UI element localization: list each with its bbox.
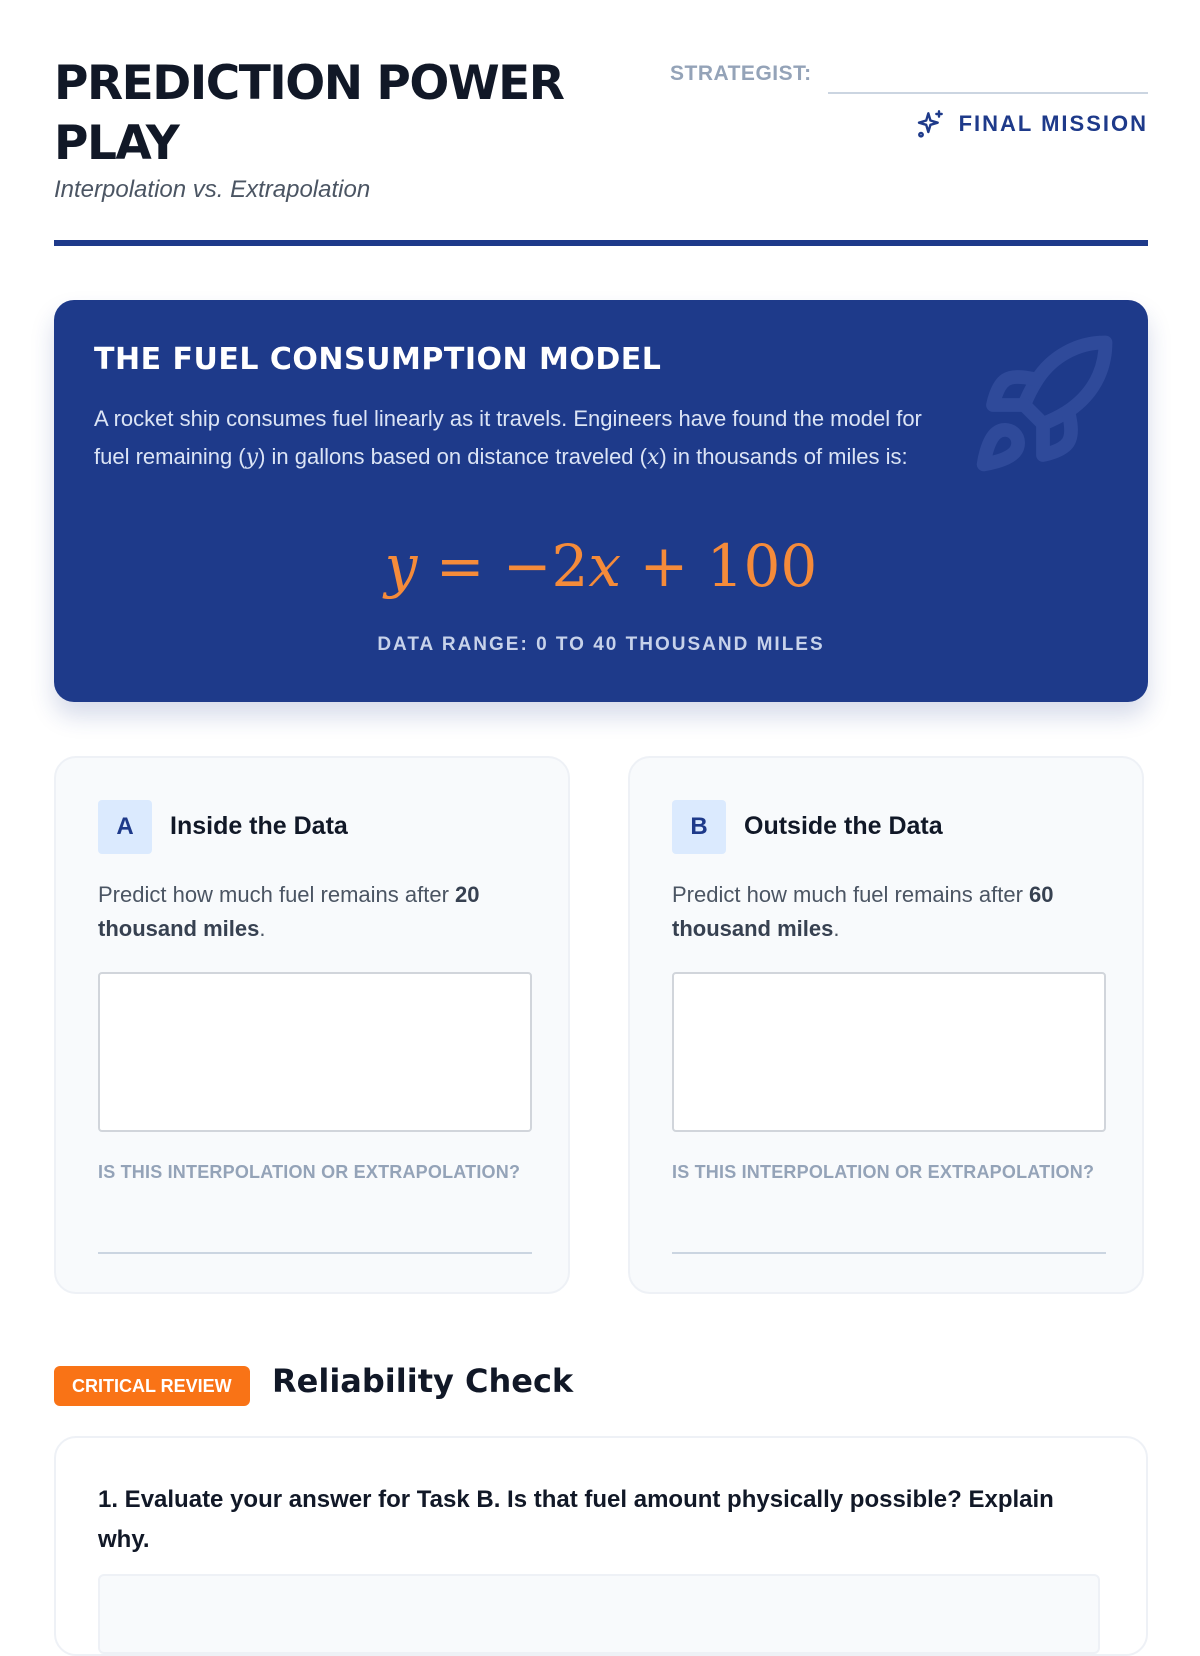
prompt-text: . — [833, 916, 840, 941]
strategist-name-field[interactable] — [828, 92, 1148, 94]
model-text-part: A rocket ship consumes fuel linearly as it travels. Engineers have found the model for fuel remaining ( — [94, 406, 922, 469]
task-title: Inside the Data — [170, 812, 348, 840]
answer-box[interactable] — [98, 972, 532, 1132]
prompt-distance: 20 thousand miles — [98, 882, 480, 941]
classification-question: IS THIS INTERPOLATION OR EXTRAPOLATION? — [98, 1162, 521, 1182]
sparkles-icon — [915, 108, 947, 140]
mission-label — [915, 108, 1148, 140]
header — [54, 0, 1148, 246]
task-prompt — [98, 878, 528, 946]
page-title: PREDICTION POWER PLAY — [54, 56, 564, 171]
prompt-distance: 60 thousand miles — [672, 882, 1054, 941]
task-prompt — [672, 878, 1102, 946]
model-text-part: ) in gallons based on distance traveled ( — [258, 444, 647, 469]
task-title: Outside the Data — [744, 812, 943, 840]
model-text-part: ) in thousands of miles is: — [659, 444, 908, 469]
review-title: Reliability Check — [272, 1362, 574, 1400]
worksheet — [54, 0, 1148, 1553]
page-subtitle: Interpolation vs. Extrapolation — [54, 176, 371, 203]
classification-answer-line[interactable] — [98, 1252, 532, 1254]
review-tag: CRITICAL REVIEW — [54, 1366, 250, 1406]
task-badge: A — [98, 800, 152, 854]
task-card-b — [628, 756, 1144, 1294]
model-equation: y = −2x + 100 — [384, 532, 818, 600]
strategist-label: STRATEGIST: — [670, 62, 812, 85]
review-question-1: 1. Evaluate your answer for Task B. Is that fuel amount physically possible? Explain why. — [98, 1486, 1054, 1553]
prompt-text: Predict how much fuel remains after — [672, 882, 1030, 907]
model-card — [54, 300, 1148, 702]
mission-text: FINAL MISSION — [958, 111, 1148, 136]
rocket-icon — [968, 330, 1118, 480]
model-description — [94, 400, 944, 477]
variable-y: y — [245, 445, 259, 470]
task-badge: B — [672, 800, 726, 854]
data-range: DATA RANGE: 0 TO 40 THOUSAND MILES — [377, 634, 825, 655]
variable-x: x — [646, 445, 660, 470]
answer-box[interactable] — [672, 972, 1106, 1132]
classification-answer-line[interactable] — [672, 1252, 1106, 1254]
classification-question: IS THIS INTERPOLATION OR EXTRAPOLATION? — [672, 1162, 1095, 1182]
prompt-text: . — [259, 916, 266, 941]
review-answer-box[interactable] — [98, 1574, 1100, 1654]
task-card-a — [54, 756, 570, 1294]
model-title: THE FUEL CONSUMPTION MODEL — [94, 342, 662, 377]
review-card — [54, 1436, 1148, 1656]
prompt-text: Predict how much fuel remains after — [98, 882, 456, 907]
header-divider — [54, 240, 1148, 246]
